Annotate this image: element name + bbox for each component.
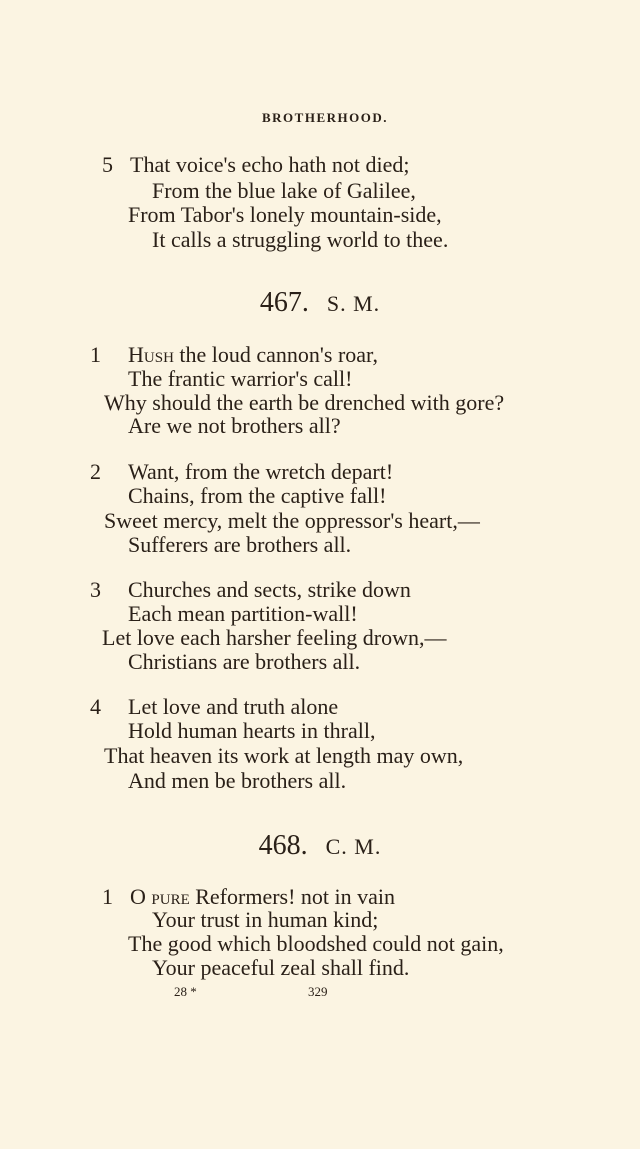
- stanza-number: 5: [102, 152, 113, 177]
- verse-line: Your peaceful zeal shall find.: [152, 955, 410, 980]
- verse-line: Sweet mercy, melt the oppressor's heart,—: [104, 508, 480, 533]
- hymn-heading: [0, 830, 640, 863]
- verse-line: Are we not brothers all?: [128, 413, 341, 438]
- verse-line: Let love and truth alone: [128, 694, 339, 719]
- first-word: Hush: [128, 342, 174, 367]
- first-word: O pure: [130, 884, 190, 909]
- stanza-number: 4: [90, 694, 101, 719]
- hymn-meter: S. M.: [326, 291, 381, 316]
- stanza-number: 1: [102, 884, 113, 909]
- verse-line: From the blue lake of Galilee,: [152, 178, 416, 203]
- verse-line: Each mean partition-wall!: [128, 601, 358, 626]
- verse-line: From Tabor's lonely mountain-side,: [128, 202, 442, 227]
- verse-line: Hold human hearts in thrall,: [128, 718, 376, 743]
- verse-line: That voice's echo hath not died;: [130, 152, 410, 177]
- hymn-heading: [0, 287, 640, 320]
- verse-line: And men be brothers all.: [128, 768, 347, 793]
- verse-line-rest: the loud cannon's roar,: [173, 342, 378, 367]
- verse-line: It calls a struggling world to thee.: [152, 227, 449, 252]
- verse-line: Why should the earth be drenched with gore?: [104, 390, 505, 415]
- signature-mark: 28 *: [174, 984, 197, 999]
- stanza-number: 2: [90, 459, 101, 484]
- running-head: BROTHERHOOD.: [262, 110, 388, 125]
- verse-line: Churches and sects, strike down: [128, 577, 411, 602]
- verse-line: The frantic warrior's call!: [128, 366, 353, 391]
- hymn-number: 468.: [258, 830, 308, 861]
- verse-line: Sufferers are brothers all.: [128, 532, 352, 557]
- verse-line: That heaven its work at length may own,: [104, 743, 464, 768]
- verse-line: [128, 342, 378, 368]
- verse-line-rest: Reformers! not in vain: [189, 884, 396, 909]
- hymn-number: 467.: [259, 287, 309, 318]
- verse-line: Your trust in human kind;: [152, 907, 379, 932]
- verse-line: The good which bloodshed could not gain,: [128, 931, 504, 956]
- page-number: 329: [308, 984, 328, 999]
- verse-line: Let love each harsher feeling drown,—: [102, 625, 447, 650]
- stanza-number: 1: [90, 342, 101, 367]
- stanza-number: 3: [90, 577, 101, 602]
- hymn-meter: C. M.: [325, 834, 382, 859]
- verse-line: Want, from the wretch depart!: [128, 459, 394, 484]
- verse-line: Chains, from the captive fall!: [128, 483, 387, 508]
- verse-line: Christians are brothers all.: [128, 649, 361, 674]
